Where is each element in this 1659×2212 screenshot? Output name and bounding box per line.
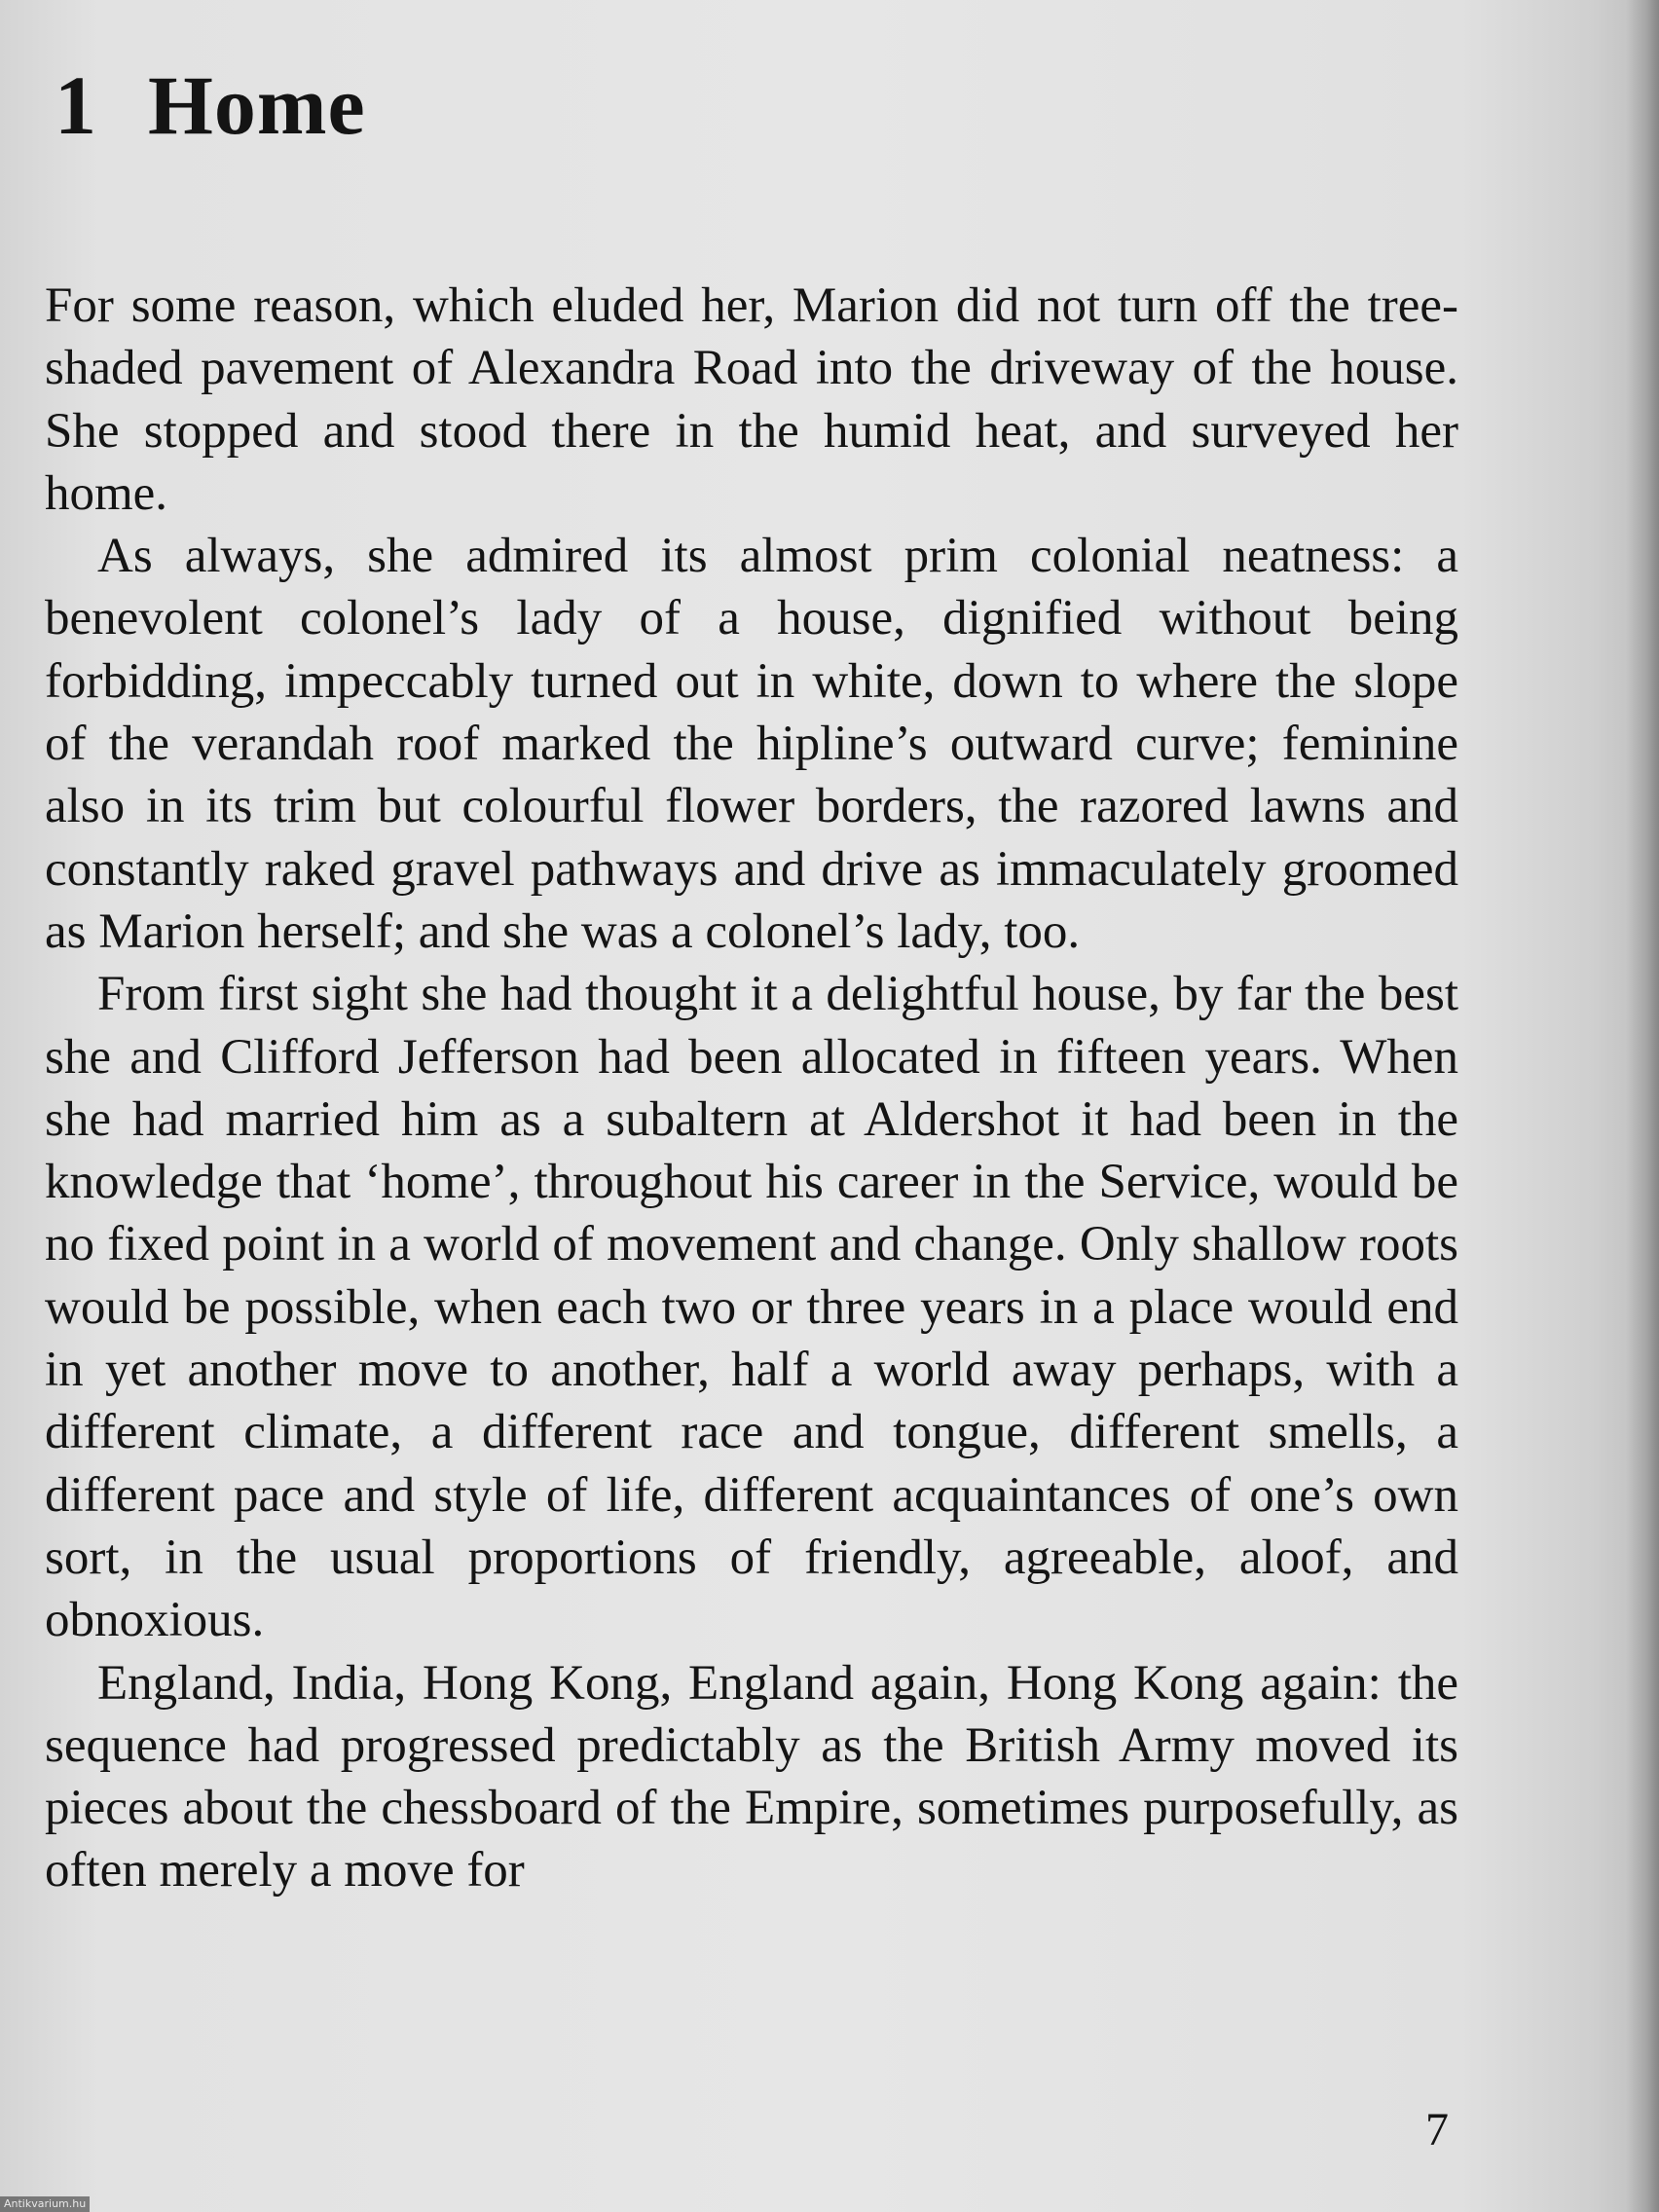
paragraph-2: As always, she admired its almost prim colonial neatness: a benevolent colonel’s lady of a house, dignified without being forbidding, impeccably turned out in white, down to where the slope of the verandah roof marked the hipline’s outward curve; feminine also in its trim but colourful flower borders, the razored lawns and constantly raked gravel pathways and drive as immaculately groomed as Marion herself; and she was a colonel’s lady, too. bbox=[45, 529, 1458, 959]
watermark: Antikvarium.hu bbox=[0, 2196, 90, 2212]
page-number: 7 bbox=[1425, 2104, 1449, 2156]
page-edge-shadow bbox=[1626, 0, 1659, 2212]
paragraph-3: From first sight she had thought it a delightful house, by far the best she and Clifford Jefferson had been allocated in fifteen years. When she had married him as a subaltern at Aldershot it had been in the knowledge that ‘home’, throughout his career in the Service, would be no fixed point in a world of movement and change. Only shallow roots would be possible, when each two or three years in a place would end in yet another move to another, half a world away perhaps, with a different climate, a different race and tongue, different smells, a different pace and style of life, different acquaintances of one’s own sort, in the usual proportions of friendly, agreeable, aloof, and obnoxious. bbox=[45, 967, 1458, 1648]
paragraph-4: England, India, Hong Kong, England again, Hong Kong again: the sequence had progressed predictably as the British Army moved its pieces about the chessboard of the Empire, sometimes purposefully, as often merely a move for bbox=[45, 1655, 1458, 1899]
chapter-number: 1 bbox=[55, 58, 97, 152]
body-text bbox=[45, 275, 1458, 1902]
paragraph-1: For some reason, which eluded her, Marion did not turn off the tree-shaded pavement of Alexandra Road into the driveway of the house. She stopped and stood there in the humid heat, and surveyed her home. bbox=[45, 278, 1458, 521]
chapter-heading bbox=[55, 56, 366, 154]
chapter-title: Home bbox=[148, 58, 366, 152]
